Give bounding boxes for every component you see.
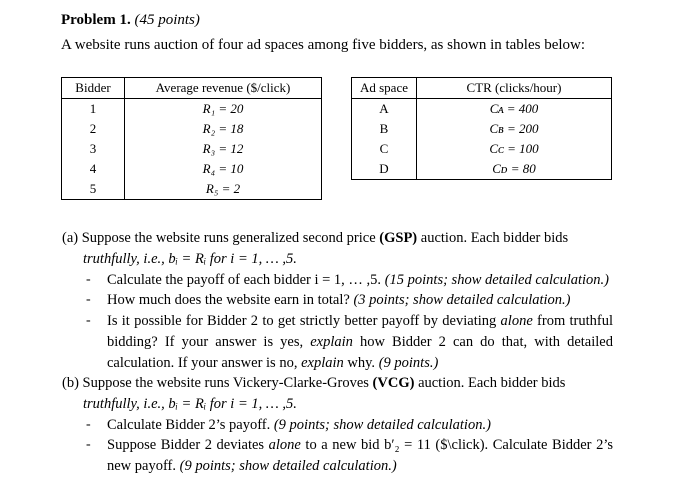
item-text: How much does the website earn in total? [107,292,354,308]
item-note: (15 points; show detailed calculation.) [384,272,610,288]
bullet-dash: - [86,313,91,328]
part-b-lead-text-2: auction. Each bidder bids [414,375,566,391]
cell-ctr: Cᴄ = 100 [417,139,612,159]
cell-ad-space: C [352,139,417,159]
part-a-lead-text-2: auction. Each bidder bids [417,230,569,246]
table-row [352,139,612,159]
cell-bidder: 3 [62,139,125,159]
bullet-dash: - [86,417,91,432]
item-note: (9 points.) [378,355,439,371]
ctr-table [351,77,612,180]
item-note: (9 points; show detailed calculation.) [273,417,491,433]
cell-ad-space: B [352,119,417,139]
part-b-condition [83,394,613,415]
cell-revenue: R₃ = 12 [125,139,322,159]
cell-ad-space: A [352,99,417,120]
part-a-item-2 [107,290,613,311]
table-row [62,139,322,159]
cell-bidder: 2 [62,119,125,139]
header-bidder: Bidder [62,78,125,99]
bidder-table [61,77,322,200]
cell-ad-space: D [352,159,417,180]
cell-revenue: R₅ = 2 [125,179,322,200]
table-header-row [352,78,612,99]
table-row [62,159,322,179]
problem-label: Problem 1. [61,12,131,28]
cell-bidder: 4 [62,159,125,179]
item-text: Calculate Bidder 2’s payoff. [107,417,274,433]
cell-ctr: Cᴀ = 400 [417,99,612,120]
item-note: (3 points; show detailed calculation.) [353,292,571,308]
part-a-lead-text: (a) Suppose the website runs generalized second price [62,230,380,246]
cell-bidder: 5 [62,179,125,200]
table-row [352,159,612,180]
part-a-lead [62,228,614,249]
part-a-item-3 [107,311,613,374]
item-text: to a new bid b′₂ = 11 ($\click). Calculate Bidder 2’s new payoff. [107,437,613,474]
item-emph: alone [500,313,533,329]
header-revenue: Average revenue ($/click) [125,78,322,99]
problem-title [61,12,200,29]
table-row [62,179,322,200]
table-row [352,119,612,139]
part-b-cond: , i.e., bᵢ = Rᵢ for i = 1, … ,5. [136,396,297,412]
part-a-truthfully: truthfully [83,251,137,267]
problem-points: (45 points) [134,12,200,28]
header-ad-space: Ad space [352,78,417,99]
table-row [62,119,322,139]
item-text: how Bidder 2 can do that, with detailed calculation. If your answer is no, [107,334,613,371]
cell-ctr: Cʙ = 200 [417,119,612,139]
cell-ctr: Cᴅ = 80 [417,159,612,180]
bullet-dash: - [86,272,91,287]
part-b-item-1 [107,415,613,436]
table-row [62,99,322,120]
item-emph: alone [268,437,301,453]
item-text: Suppose Bidder 2 deviates [107,437,269,453]
cell-revenue: R₁ = 20 [125,99,322,120]
cell-bidder: 1 [62,99,125,120]
item-text: why. [343,355,379,371]
part-b-truthfully: truthfully [83,396,137,412]
part-b-vcg: (VCG) [372,375,415,391]
item-note: (9 points; show detailed calculation.) [179,458,397,474]
part-b-lead [62,373,614,394]
table-row [352,99,612,120]
problem-intro: A website runs auction of four ad spaces among five bidders, as shown in tables below: [61,37,586,53]
item-text: Is it possible for Bidder 2 to get strictly better payoff by deviating [107,313,501,329]
bullet-dash: - [86,292,91,307]
part-a-item-1 [107,270,613,291]
table-header-row [62,78,322,99]
part-a-cond: , i.e., bᵢ = Rᵢ for i = 1, … ,5. [136,251,297,267]
part-b-item-2 [107,435,613,477]
cell-revenue: R₄ = 10 [125,159,322,179]
cell-revenue: R₂ = 18 [125,119,322,139]
part-a-gsp: (GSP) [379,230,418,246]
part-a-condition [83,249,613,270]
part-b-lead-text: (b) Suppose the website runs Vickery-Clarke-Groves [62,375,373,391]
bullet-dash: - [86,437,91,452]
item-text: Calculate the payoff of each bidder i = 1, … ,5. [107,272,385,288]
header-ctr: CTR (clicks/hour) [417,78,612,99]
item-emph: explain [310,334,353,350]
item-emph: explain [301,355,344,371]
item-text: from truthful bidding? If your answer is yes, [107,313,613,350]
